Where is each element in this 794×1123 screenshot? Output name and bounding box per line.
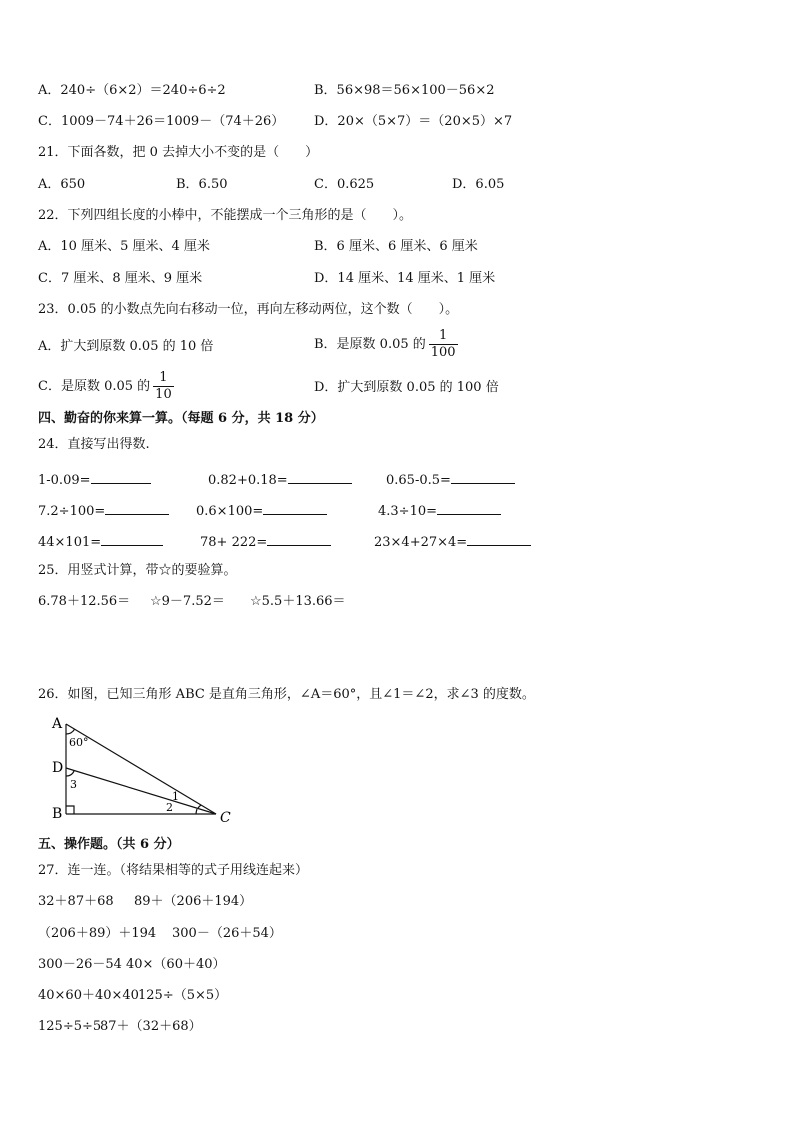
q27-right-item[interactable]: 125÷（5×5） bbox=[138, 988, 228, 1003]
q24-stem: 24．直接写出得数. bbox=[38, 437, 150, 452]
q27-right-item[interactable]: 87＋（32＋68） bbox=[100, 1019, 202, 1034]
q26-stem: 26．如图，已知三角形 ABC 是直角三角形，∠A＝60°，且∠1＝∠2，求∠3 的度数。 bbox=[38, 687, 535, 702]
q22-option-c: C．7 厘米、8 厘米、9 厘米 bbox=[38, 271, 203, 286]
angle-1-arc bbox=[198, 805, 201, 808]
q27-right-item[interactable]: 300－（26＋54） bbox=[172, 926, 282, 941]
angle-2-arc bbox=[196, 809, 197, 814]
angle-a-label: 60° bbox=[69, 736, 89, 749]
q23-option-a: A．扩大到原数 0.05 的 10 倍 bbox=[38, 339, 214, 354]
q23-option-b-text: B．是原数 0.05 的 bbox=[314, 337, 426, 352]
q25-item: ☆5.5＋13.66＝ bbox=[250, 594, 346, 609]
right-triangle-figure bbox=[48, 710, 248, 830]
answer-blank[interactable] bbox=[101, 531, 163, 546]
q23-option-c bbox=[38, 370, 174, 403]
fraction-numerator: 1 bbox=[159, 370, 168, 385]
q27-left-item[interactable]: 300－26－54 bbox=[38, 957, 122, 972]
q21-stem: 21．下面各数，把 0 去掉大小不变的是（ ） bbox=[38, 145, 319, 160]
q25-item: 6.78＋12.56＝ bbox=[38, 594, 131, 609]
q23-option-c-text: C．是原数 0.05 的 bbox=[38, 379, 151, 394]
angle-3-arc bbox=[66, 771, 74, 776]
answer-blank[interactable] bbox=[263, 500, 327, 515]
answer-blank[interactable] bbox=[105, 500, 169, 515]
q27-left-item[interactable]: 125÷5÷5 bbox=[38, 1019, 102, 1034]
fraction-numerator: 1 bbox=[439, 328, 448, 343]
q27-left-item[interactable]: （206＋89）＋194 bbox=[38, 926, 157, 941]
q23-option-b bbox=[314, 328, 458, 361]
q24-item: 0.82+0.18= bbox=[208, 469, 352, 490]
q20-option-a: A．240÷（6×2）＝240÷6÷2 bbox=[38, 83, 226, 98]
q23-stem: 23．0.05 的小数点先向右移动一位，再向左移动两位，这个数（ ）。 bbox=[38, 302, 459, 317]
q21-option-a: A．650 bbox=[38, 177, 86, 192]
section-5-title: 五、操作题。（共 6 分） bbox=[38, 837, 180, 852]
vertex-label-b: B bbox=[52, 806, 63, 822]
vertex-label-d: D bbox=[52, 760, 64, 776]
q23-option-c-fraction bbox=[153, 370, 174, 403]
answer-blank[interactable] bbox=[267, 531, 331, 546]
q23-option-d: D．扩大到原数 0.05 的 100 倍 bbox=[314, 380, 499, 395]
q27-left-item[interactable]: 40×60＋40×40 bbox=[38, 988, 139, 1003]
q24-item: 23×4+27×4= bbox=[374, 531, 531, 552]
q27-right-item[interactable]: 89＋（206＋194） bbox=[134, 894, 253, 909]
q22-option-d: D．14 厘米、14 厘米、1 厘米 bbox=[314, 271, 496, 286]
vertex-label-c: C bbox=[220, 810, 231, 826]
q24-item: 1-0.09= bbox=[38, 469, 151, 490]
q20-option-c: C．1009－74＋26＝1009－（74＋26） bbox=[38, 114, 285, 129]
q25-item: ☆9－7.52＝ bbox=[150, 594, 225, 609]
angle-a-arc bbox=[66, 729, 75, 734]
answer-blank[interactable] bbox=[288, 469, 352, 484]
answer-blank[interactable] bbox=[91, 469, 151, 484]
q21-option-b: B．6.50 bbox=[176, 177, 228, 192]
answer-blank[interactable] bbox=[451, 469, 515, 484]
q20-option-d: D．20×（5×7）＝（20×5）×7 bbox=[314, 114, 513, 129]
q27-right-item[interactable]: 40×（60＋40） bbox=[126, 957, 226, 972]
q22-option-a: A．10 厘米、5 厘米、4 厘米 bbox=[38, 239, 210, 254]
q20-option-b: B．56×98＝56×100－56×2 bbox=[314, 83, 495, 98]
segment-dc bbox=[66, 768, 216, 814]
q24-item: 78+ 222= bbox=[200, 531, 331, 552]
q22-option-b: B．6 厘米、6 厘米、6 厘米 bbox=[314, 239, 478, 254]
q21-option-c: C．0.625 bbox=[314, 177, 375, 192]
q24-item: 44×101= bbox=[38, 531, 163, 552]
angle-1-label: 1 bbox=[172, 790, 179, 803]
side-ac bbox=[66, 724, 216, 814]
fraction-denominator: 10 bbox=[155, 387, 172, 402]
section-4-title: 四、勤奋的你来算一算。（每题 6 分，共 18 分） bbox=[38, 411, 324, 426]
q24-item: 0.6×100= bbox=[196, 500, 327, 521]
right-angle-mark bbox=[66, 806, 74, 814]
fraction-denominator: 100 bbox=[430, 345, 456, 360]
angle-3-label: 3 bbox=[70, 778, 77, 791]
q25-stem: 25．用竖式计算，带☆的要验算。 bbox=[38, 563, 237, 578]
answer-blank[interactable] bbox=[437, 500, 501, 515]
q21-option-d: D．6.05 bbox=[452, 177, 505, 192]
q24-item: 0.65-0.5= bbox=[386, 469, 515, 490]
q27-left-item[interactable]: 32＋87＋68 bbox=[38, 894, 114, 909]
q24-item: 7.2÷100= bbox=[38, 500, 169, 521]
q23-option-b-fraction bbox=[429, 328, 458, 361]
vertex-label-a: A bbox=[52, 716, 63, 732]
q27-stem: 27．连一连。（将结果相等的式子用线连起来） bbox=[38, 863, 309, 878]
q22-stem: 22．下列四组长度的小棒中，不能摆成一个三角形的是（ ）。 bbox=[38, 208, 413, 223]
q24-item: 4.3÷10= bbox=[378, 500, 501, 521]
angle-2-label: 2 bbox=[166, 801, 173, 814]
answer-blank[interactable] bbox=[467, 531, 531, 546]
